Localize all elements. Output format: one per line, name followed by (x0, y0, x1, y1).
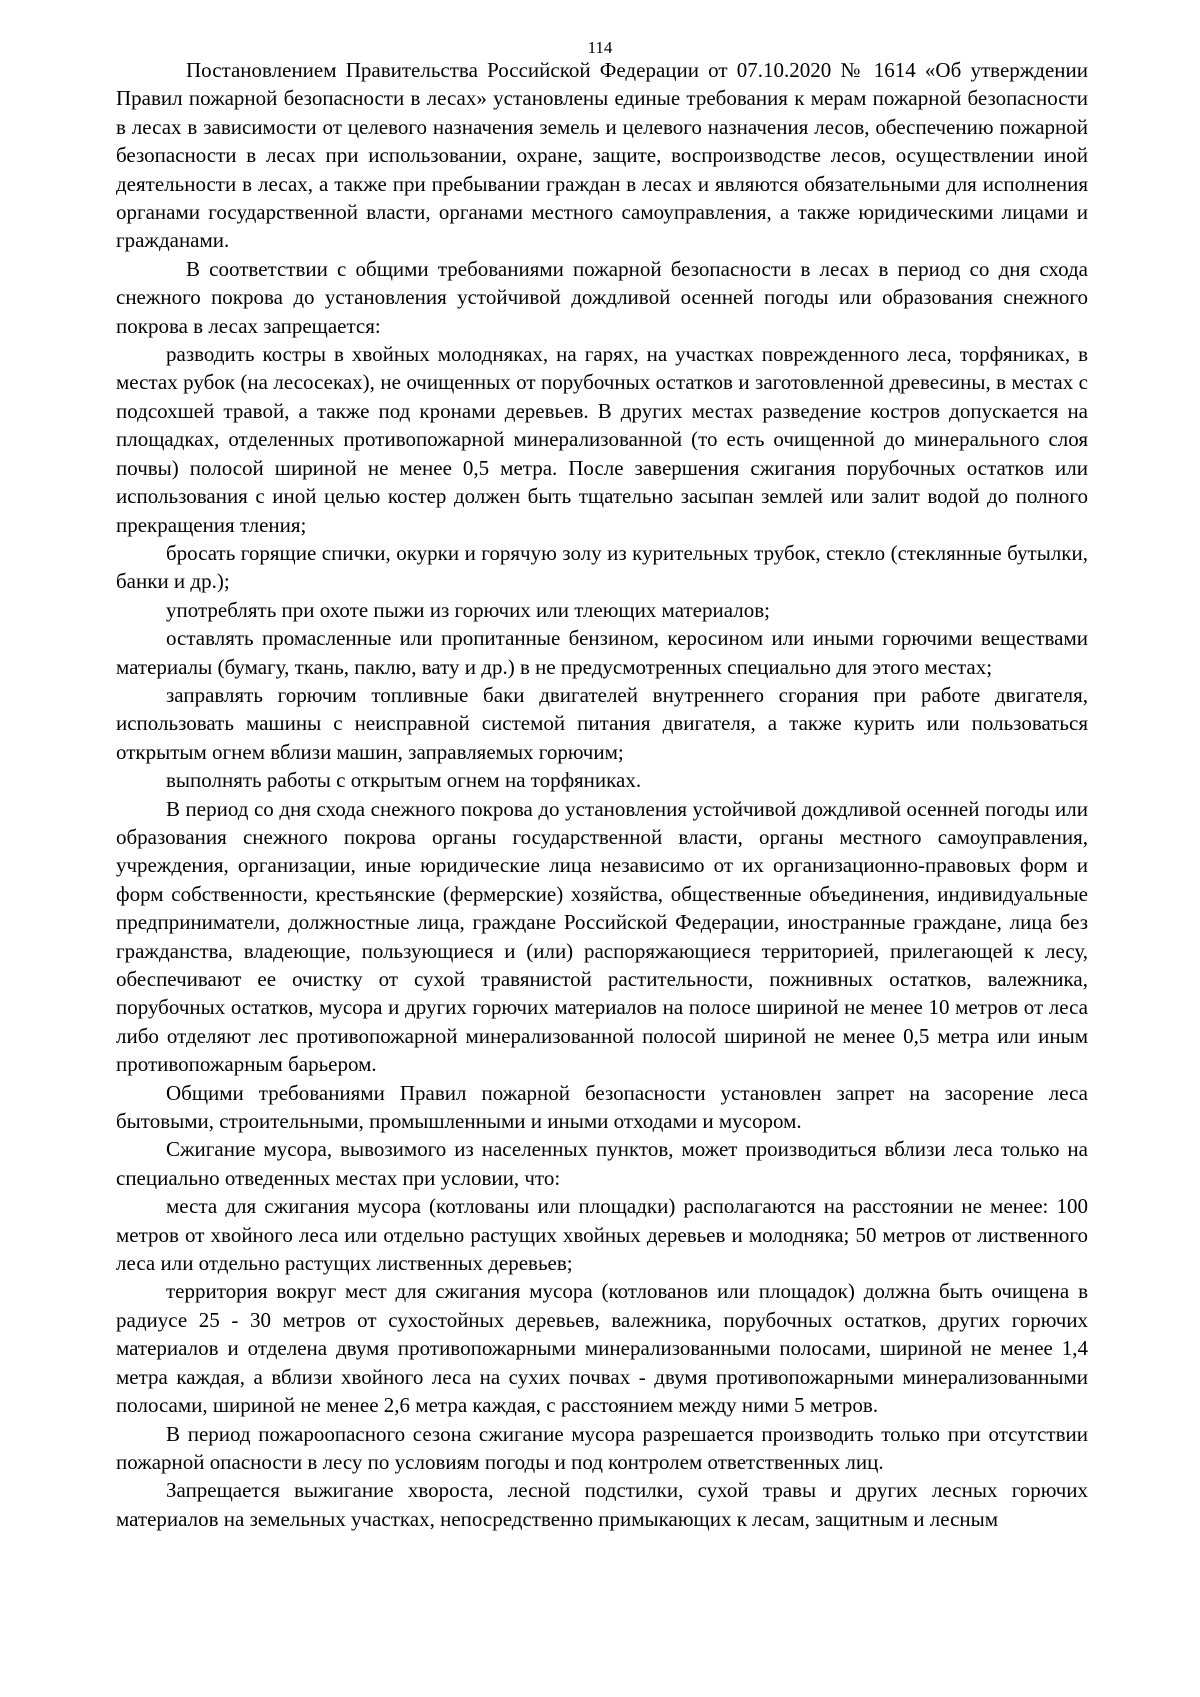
list-item-refueling: заправлять горючим топливные баки двигателей внутреннего сгорания при работе двигателя, использовать машины с неисправной системой питания двигателя, а также курить или пользоваться открытым огнем вблизи машин, заправляемых горючим; (116, 682, 1088, 764)
paragraph-waste-burning: Сжигание мусора, вывозимого из населенных пунктов, может производиться вблизи леса только на специально отведенных местах при условии, что: (116, 1137, 1088, 1190)
list-item-matches: бросать горящие спички, окурки и горячую золу из курительных трубок, стекло (стеклянные бутылки, банки и др.); (116, 540, 1088, 594)
list-item-burning-territory: территория вокруг мест для сжигания мусора (котлованов или площадок) должна быть очищена в радиусе 25 - 30 метров от сухостойных деревьев, валежника, порубочных остатков, других горючих материалов и отделена двумя противопожарными минерализованными полосами, шириной не менее 1,4 метра каждая, а вблизи хвойного леса на сухих почвах - двумя противопожарными минерализованными полосами, шириной не менее 2,6 метра каждая, с расстоянием между ними 5 метров. (116, 1279, 1088, 1418)
page-number: 114 (587, 38, 613, 57)
paragraph-prohibitions-intro: В соответствии с общими требованиями пожарной безопасности в лесах в период со дня схода снежного покрова до установления устойчивой дождливой осенней погоды или образования снежного покрова в лесах запрещается: (116, 256, 1088, 338)
list-item-wads: употреблять при охоте пыжи из горючих или тлеющих материалов; (166, 597, 770, 622)
paragraph-intro: Постановлением Правительства Российской Федерации от 07.10.2020 № 1614 «Об утверждении Правил пожарной безопасности в лесах» установлены единые требования к мерам пожарной безопасности в лесах в зависимости от целевого назначения земель и целевого назначения лесов, обеспечению пожарной безопасности в лесах при использовании, охране, защите, воспроизводстве лесов, осуществлении иной деятельности в лесах, а также при пребывании граждан в лесах и являются обязательными для исполнения органами государственной власти, органами местного самоуправления, а также юридическими лицами и гражданами. (116, 58, 1088, 253)
list-item-peat-works: выполнять работы с открытым огнем на торфяниках. (166, 768, 642, 793)
paragraph-fire-season: В период пожароопасного сезона сжигание мусора разрешается производить только при отсутствии пожарной опасности в лесу по условиям погоды и под контролем ответственных лиц. (116, 1421, 1088, 1474)
body-text (116, 56, 1088, 1533)
paragraph-territory-cleaning: В период со дня схода снежного покрова до установления устойчивой дождливой осенней погоды или образования снежного покрова органы государственной власти, органы местного самоуправления, учреждения, организации, иные юридические лица независимо от их организационно-правовых форм и форм собственности, крестьянские (фермерские) хозяйства, общественные объединения, индивидуальные предприниматели, должностные лица, граждане Российской Федерации, иностранные граждане, лица без гражданства, владеющие, пользующиеся и (или) распоряжающиеся территорией, прилегающей к лесу, обеспечивают ее очистку от сухой травянистой растительности, пожнивных остатков, валежника, порубочных остатков, мусора и других горючих материалов на полосе шириной не менее 10 метров от леса либо отделяют лес противопожарной минерализованной полосой шириной не менее 0,5 метра или иным противопожарным барьером. (116, 796, 1088, 1077)
list-item-oily-materials: оставлять промасленные или пропитанные бензином, керосином или иными горючими веществами материалы (бумагу, ткань, паклю, вату и др.) в не предусмотренных специально для этого местах; (116, 626, 1088, 679)
paragraph-burning-ban: Запрещается выжигание хвороста, лесной подстилки, сухой травы и других лесных горючих материалов на земельных участках, непосредственно примыкающих к лесам, защитным и лесным (116, 1478, 1088, 1531)
paragraph-littering: Общими требованиями Правил пожарной безопасности установлен запрет на засорение леса бытовыми, строительными, промышленными и иными отходами и мусором. (116, 1080, 1088, 1134)
list-item-burning-distance: места для сжигания мусора (котлованы или площадки) располагаются на расстоянии не менее: 100 метров от хвойного леса или отдельно растущих хвойных деревьев и молодняка; 50 метров от лиственного леса или отдельно растущих лиственных деревьев; (116, 1194, 1088, 1276)
list-item-campfires: разводить костры в хвойных молодняках, на гарях, на участках поврежденного леса, торфяниках, в местах рубок (на лесосеках), не очищенных от порубочных остатков и заготовленной древесины, в местах с подсохшей травой, а также под кронами деревьев. В других местах разведение костров допускается на площадках, отделенных противопожарной минерализованной (то есть очищенной до минерального слоя почвы) полосой шириной не менее 0,5 метра. После завершения сжигания порубочных остатков или использования с иной целью костер должен быть тщательно засыпан землей или залит водой до полного прекращения тления; (116, 342, 1088, 537)
